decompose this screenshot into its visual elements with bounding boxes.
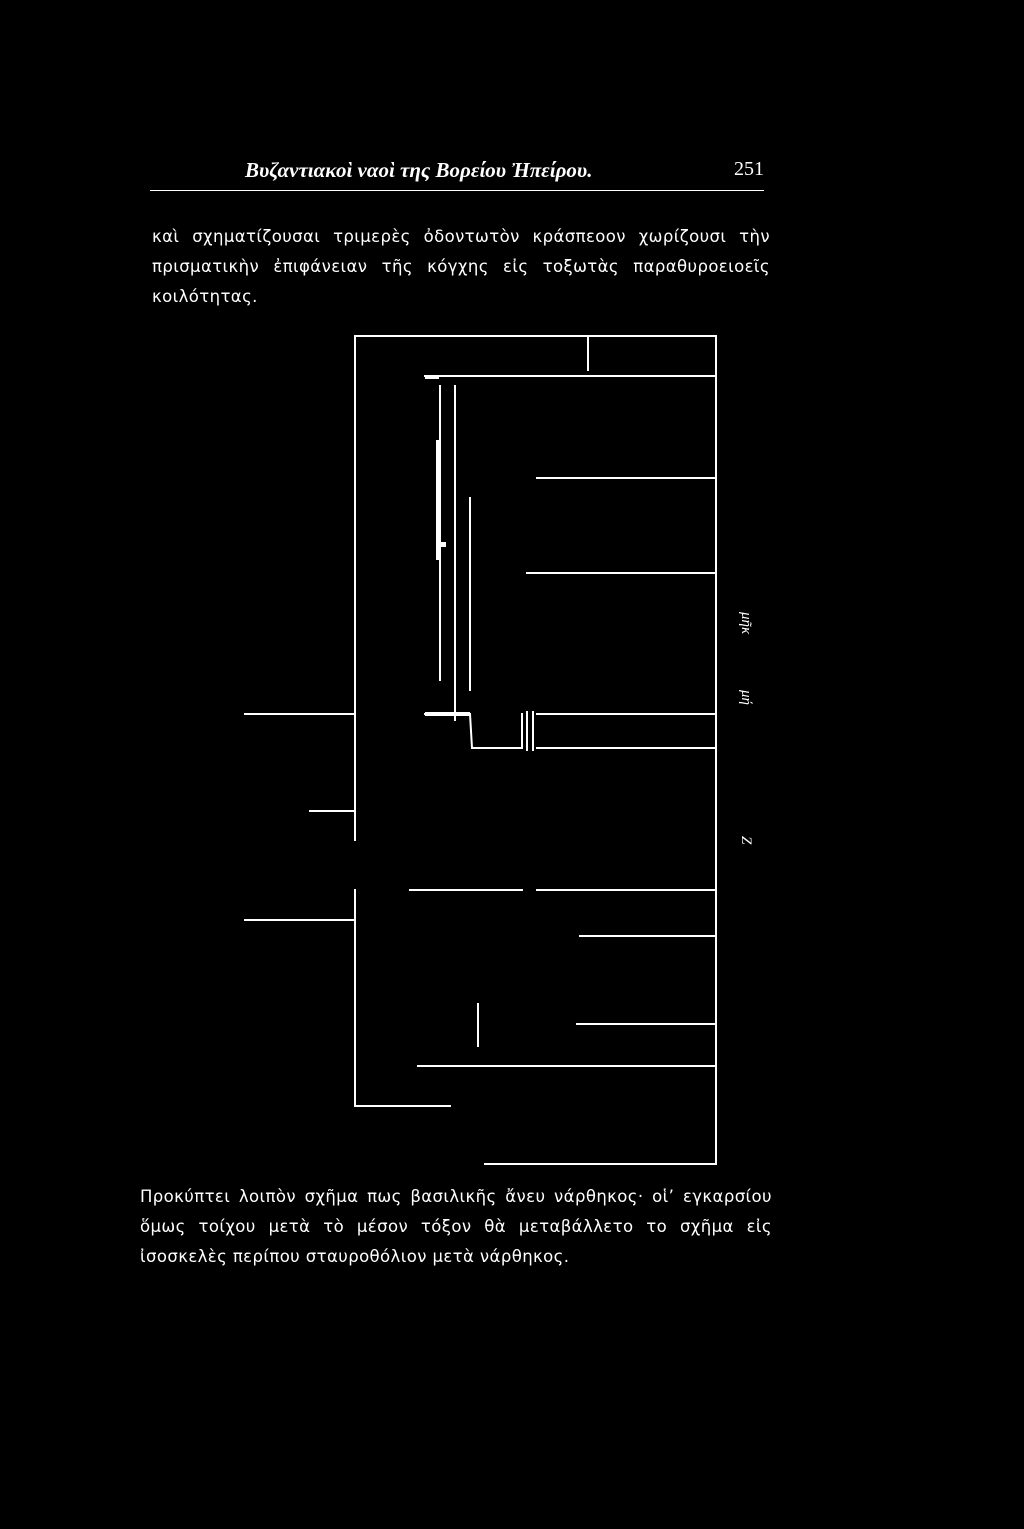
pier-hatch-base <box>436 542 446 547</box>
pier-hatch-bottom <box>425 712 470 716</box>
label-upper: μῆκ <box>738 612 754 635</box>
pier-hatch-top <box>425 375 439 379</box>
conclusion-paragraph: Προκύπτει λοιπὸν σχῆμα πως βασιλικῆς ἄνευ νάρθηκος· οἱ’ εγκαρσίου ὅμως τοίχου μετὰ τὸ μέσον τόξον θὰ μεταβάλλετο το σχῆμα εἰς ἰσοσκελὲς περίπου σταυροθόλιον μετὰ νάρθηκος. <box>140 1187 772 1266</box>
label-middle: μή <box>738 690 754 705</box>
pier-outline <box>470 714 522 748</box>
intro-paragraph: καὶ σχηματίζουσαι τριμερὲς ὀδοντωτὸν κράσπεοον χωρίζουσι τὴν πρισματικὴν ἐπιφάνειαν τῆς κόγχης εἰς τοξωτὰς παραθυροειοεῖς κοιλότητας. <box>152 227 770 306</box>
label-lower: Ζ <box>738 836 754 845</box>
running-title: Βυζαντιακοὶ ναοὶ της Βορείου Ἠπείρου. <box>245 158 593 182</box>
page-number: 251 <box>734 158 764 180</box>
